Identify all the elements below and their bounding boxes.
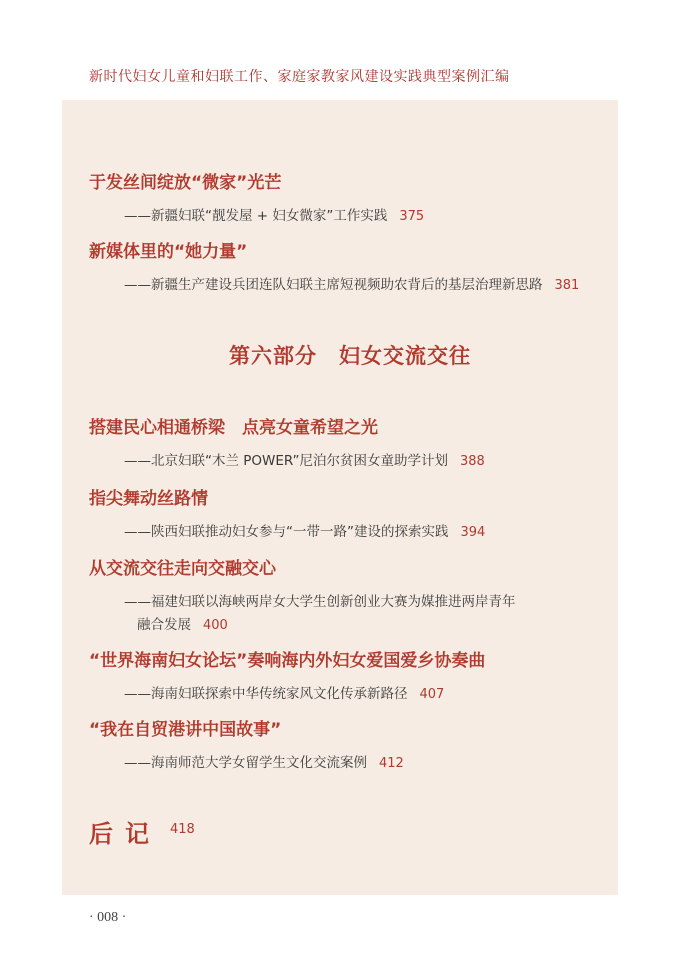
entry-title: 于发丝间绽放“微家”光芒 — [89, 173, 282, 193]
entry-subtitle — [89, 683, 485, 706]
afterword-page-number: 418 — [170, 822, 195, 837]
entry-subtitle — [89, 205, 424, 228]
entry-subtitle-text: ——陕西妇联推动妇女参与“一带一路”建设的探索实践 — [124, 524, 449, 540]
entry-subtitle — [89, 274, 579, 297]
running-head: 新时代妇女儿童和妇联工作、家庭家教家风建设实践典型案例汇编 — [89, 69, 510, 85]
page-number: 381 — [554, 278, 580, 293]
page-number: 400 — [203, 618, 228, 633]
page-number: 388 — [459, 454, 485, 469]
entry-subtitle — [89, 450, 485, 473]
entry-subtitle — [89, 591, 516, 637]
toc-entry — [89, 715, 404, 775]
page-number: 394 — [460, 525, 486, 540]
entry-title: 新媒体里的“她力量” — [89, 242, 248, 262]
entry-subtitle-text: ——新疆妇联“靓发屋 + 妇女微家”工作实践 — [124, 208, 388, 224]
entry-title: “世界海南妇女论坛”奏响海内外妇女爱国爱乡协奏曲 — [89, 651, 486, 671]
entry-subtitle-text: ——新疆生产建设兵团连队妇联主席短视频助农背后的基层治理新思路 — [124, 277, 543, 293]
entry-title: 指尖舞动丝路情 — [89, 489, 208, 509]
entry-subtitle-text: ——海南师范大学女留学生文化交流案例 — [124, 755, 367, 771]
entry-subtitle — [89, 752, 404, 775]
page-folio: · 008 · — [89, 910, 127, 925]
page-number: 407 — [419, 687, 445, 702]
entry-subtitle-text: 融合发展 — [137, 617, 191, 633]
entry-subtitle — [89, 521, 485, 544]
toc-entry — [89, 413, 485, 473]
entry-subtitle-text: ——北京妇联“木兰 POWER”尼泊尔贫困女童助学计划 — [124, 453, 448, 469]
entry-title: 搭建民心相通桥梁 点亮女童希望之光 — [89, 418, 378, 438]
toc-entry — [89, 554, 516, 637]
part-heading: 第六部分 妇女交流交往 — [229, 344, 471, 368]
entry-title: 从交流交往走向交融交心 — [89, 559, 276, 579]
toc-entry — [89, 168, 424, 228]
toc-entry — [89, 237, 579, 297]
afterword-title: 后记 — [89, 820, 161, 848]
page-number: 375 — [399, 209, 425, 224]
page-number: 412 — [379, 756, 404, 771]
entry-subtitle-text: ——福建妇联以海峡两岸女大学生创新创业大赛为媒推进两岸青年 — [124, 594, 516, 610]
entry-title: “我在自贸港讲中国故事” — [89, 720, 282, 740]
entry-subtitle-continuation — [124, 614, 516, 637]
toc-entry — [89, 646, 485, 706]
entry-subtitle-text: ——海南妇联探索中华传统家风文化传承新路径 — [124, 686, 408, 702]
toc-entry — [89, 484, 485, 544]
